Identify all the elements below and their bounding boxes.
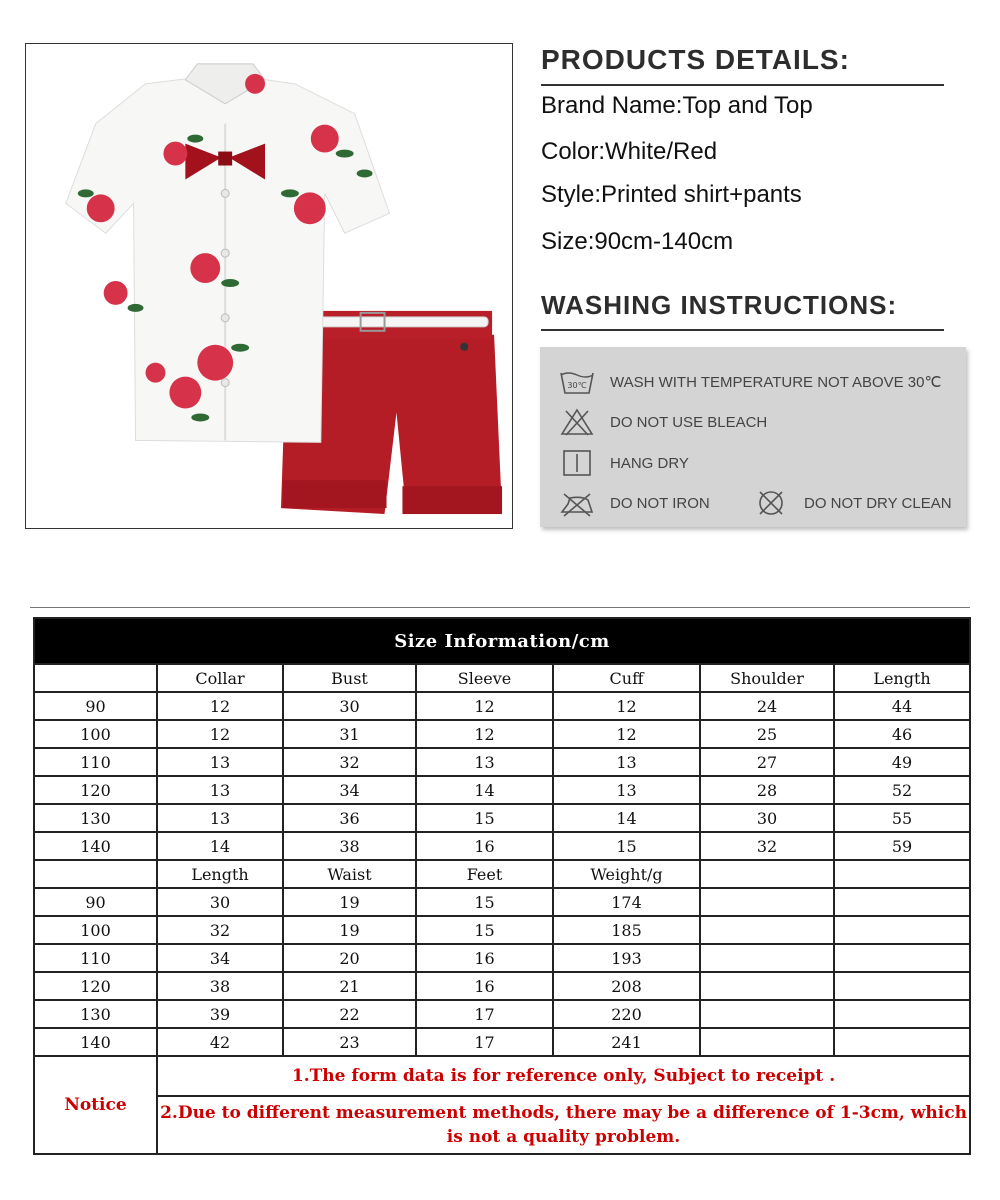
table-cell: 241 (553, 1028, 700, 1056)
table-cell: 49 (834, 748, 970, 776)
table-header-cell: Collar (157, 664, 283, 692)
wash-item (752, 488, 952, 518)
table-cell (834, 972, 970, 1000)
table-cell: 13 (157, 748, 283, 776)
detail-color (541, 138, 717, 166)
table-cell: 22 (283, 1000, 416, 1028)
table-row (34, 1028, 970, 1056)
table-cell: 100 (34, 720, 157, 748)
notice-text-1: 1.The form data is for reference only, Subject to receipt . (157, 1056, 970, 1096)
size-information-table (33, 617, 971, 1155)
table-cell: 30 (700, 804, 834, 832)
table-row (34, 916, 970, 944)
wash-label: DO NOT USE BLEACH (610, 413, 768, 431)
section-divider (30, 607, 970, 608)
table-cell: 32 (700, 832, 834, 860)
detail-style (541, 181, 802, 209)
no-iron-icon (558, 488, 596, 518)
table-cell: 14 (553, 804, 700, 832)
table-cell (700, 972, 834, 1000)
table-row (34, 748, 970, 776)
table-header-cell: Length (834, 664, 970, 692)
table-cell: 42 (157, 1028, 283, 1056)
table-cell: 185 (553, 916, 700, 944)
table-cell: 13 (553, 748, 700, 776)
table-header-cell (700, 860, 834, 888)
table-cell: 23 (283, 1028, 416, 1056)
table-cell: 55 (834, 804, 970, 832)
table-cell (834, 944, 970, 972)
table-cell: 59 (834, 832, 970, 860)
table-cell (700, 944, 834, 972)
table-cell: 13 (157, 804, 283, 832)
table-cell: 110 (34, 944, 157, 972)
table-header-cell: Bust (283, 664, 416, 692)
table-title-row (34, 618, 970, 664)
detail-key: Brand Name: (541, 92, 683, 119)
table-cell: 13 (157, 776, 283, 804)
table-header-row (34, 860, 970, 888)
table-cell: 17 (416, 1028, 553, 1056)
table-cell: 39 (157, 1000, 283, 1028)
table-cell: 28 (700, 776, 834, 804)
table-cell (700, 1000, 834, 1028)
table-cell: 24 (700, 692, 834, 720)
table-cell: 46 (834, 720, 970, 748)
table-header-cell (34, 664, 157, 692)
table-cell: 27 (700, 748, 834, 776)
hang-dry-icon (558, 448, 596, 478)
washing-instructions-heading: WASHING INSTRUCTIONS: (541, 290, 944, 331)
table-header-cell: Sleeve (416, 664, 553, 692)
table-row (34, 720, 970, 748)
wash-item (558, 407, 767, 437)
notice-row (34, 1096, 970, 1154)
table-cell: 12 (553, 692, 700, 720)
table-cell: 19 (283, 916, 416, 944)
table-cell (834, 916, 970, 944)
table-cell: 15 (553, 832, 700, 860)
table-cell (700, 1028, 834, 1056)
detail-key: Style: (541, 181, 602, 208)
table-cell: 140 (34, 1028, 157, 1056)
table-cell: 110 (34, 748, 157, 776)
wash-label: HANG DRY (610, 454, 689, 472)
table-cell: 34 (157, 944, 283, 972)
product-photo (25, 43, 513, 529)
table-cell: 38 (283, 832, 416, 860)
notice-label: Notice (34, 1056, 157, 1154)
table-row (34, 692, 970, 720)
table-cell: 15 (416, 804, 553, 832)
no-bleach-icon (558, 407, 596, 437)
table-cell: 16 (416, 972, 553, 1000)
table-cell: 16 (416, 944, 553, 972)
table-cell: 12 (157, 720, 283, 748)
shirt-size-section (34, 664, 970, 860)
table-row (34, 776, 970, 804)
table-cell (834, 1028, 970, 1056)
table-cell: 193 (553, 944, 700, 972)
table-cell: 15 (416, 916, 553, 944)
table-cell: 14 (157, 832, 283, 860)
table-header-cell: Weight/g (553, 860, 700, 888)
table-header-cell (34, 860, 157, 888)
table-row (34, 804, 970, 832)
table-cell: 17 (416, 1000, 553, 1028)
table-cell: 12 (416, 692, 553, 720)
table-cell: 15 (416, 888, 553, 916)
wash-label: WASH WITH TEMPERATURE NOT ABOVE 30℃ (610, 374, 942, 391)
table-cell: 38 (157, 972, 283, 1000)
table-title: Size Information/cm (34, 618, 970, 664)
table-row (34, 1000, 970, 1028)
table-cell: 90 (34, 888, 157, 916)
detail-size (541, 228, 733, 256)
wash-temperature-text: 30℃ (567, 381, 587, 390)
no-dry-clean-icon (752, 488, 790, 518)
table-cell (834, 888, 970, 916)
table-cell: 12 (157, 692, 283, 720)
table-header-cell: Waist (283, 860, 416, 888)
pants-size-section (34, 860, 970, 1056)
table-cell: 31 (283, 720, 416, 748)
products-details-heading: PRODUCTS DETAILS: (541, 44, 944, 86)
table-cell: 140 (34, 832, 157, 860)
table-cell: 20 (283, 944, 416, 972)
table-header-cell: Shoulder (700, 664, 834, 692)
table-row (34, 972, 970, 1000)
table-cell: 32 (157, 916, 283, 944)
table-cell: 34 (283, 776, 416, 804)
table-cell: 220 (553, 1000, 700, 1028)
table-cell: 13 (553, 776, 700, 804)
notice-row (34, 1056, 970, 1096)
wash-item (558, 448, 689, 478)
product-illustration (26, 44, 512, 528)
table-cell: 130 (34, 804, 157, 832)
table-cell: 120 (34, 776, 157, 804)
table-cell (700, 888, 834, 916)
table-cell: 32 (283, 748, 416, 776)
table-row (34, 888, 970, 916)
table-cell: 14 (416, 776, 553, 804)
wash-item (558, 488, 710, 518)
table-row (34, 944, 970, 972)
table-cell: 19 (283, 888, 416, 916)
table-cell: 25 (700, 720, 834, 748)
table-header-cell: Length (157, 860, 283, 888)
detail-value: White/Red (605, 138, 718, 165)
detail-key: Size: (541, 228, 595, 255)
wash-30-icon (558, 367, 596, 397)
wash-label: DO NOT IRON (610, 494, 710, 512)
washing-instructions-box (540, 347, 966, 527)
table-cell: 12 (416, 720, 553, 748)
table-header-cell: Feet (416, 860, 553, 888)
table-cell: 100 (34, 916, 157, 944)
table-cell: 52 (834, 776, 970, 804)
table-cell: 90 (34, 692, 157, 720)
table-cell (834, 1000, 970, 1028)
table-cell (700, 916, 834, 944)
detail-value: Printed shirt+pants (601, 181, 802, 208)
detail-value: 90cm-140cm (594, 228, 734, 255)
wash-item (558, 367, 941, 397)
detail-value: Top and Top (682, 92, 813, 119)
table-cell: 120 (34, 972, 157, 1000)
table-cell: 16 (416, 832, 553, 860)
table-row (34, 832, 970, 860)
notice-text-2: 2.Due to different measurement methods, there may be a difference of 1-3cm, which is not a quality problem. (157, 1096, 970, 1154)
table-cell: 130 (34, 1000, 157, 1028)
table-header-cell (834, 860, 970, 888)
table-cell: 21 (283, 972, 416, 1000)
table-cell: 208 (553, 972, 700, 1000)
table-header-row (34, 664, 970, 692)
table-cell: 12 (553, 720, 700, 748)
table-cell: 44 (834, 692, 970, 720)
table-cell: 36 (283, 804, 416, 832)
table-cell: 30 (283, 692, 416, 720)
wash-label: DO NOT DRY CLEAN (804, 494, 952, 512)
table-header-cell: Cuff (553, 664, 700, 692)
detail-key: Color: (541, 138, 606, 165)
table-cell: 30 (157, 888, 283, 916)
detail-brand (541, 92, 813, 120)
table-cell: 174 (553, 888, 700, 916)
table-cell: 13 (416, 748, 553, 776)
